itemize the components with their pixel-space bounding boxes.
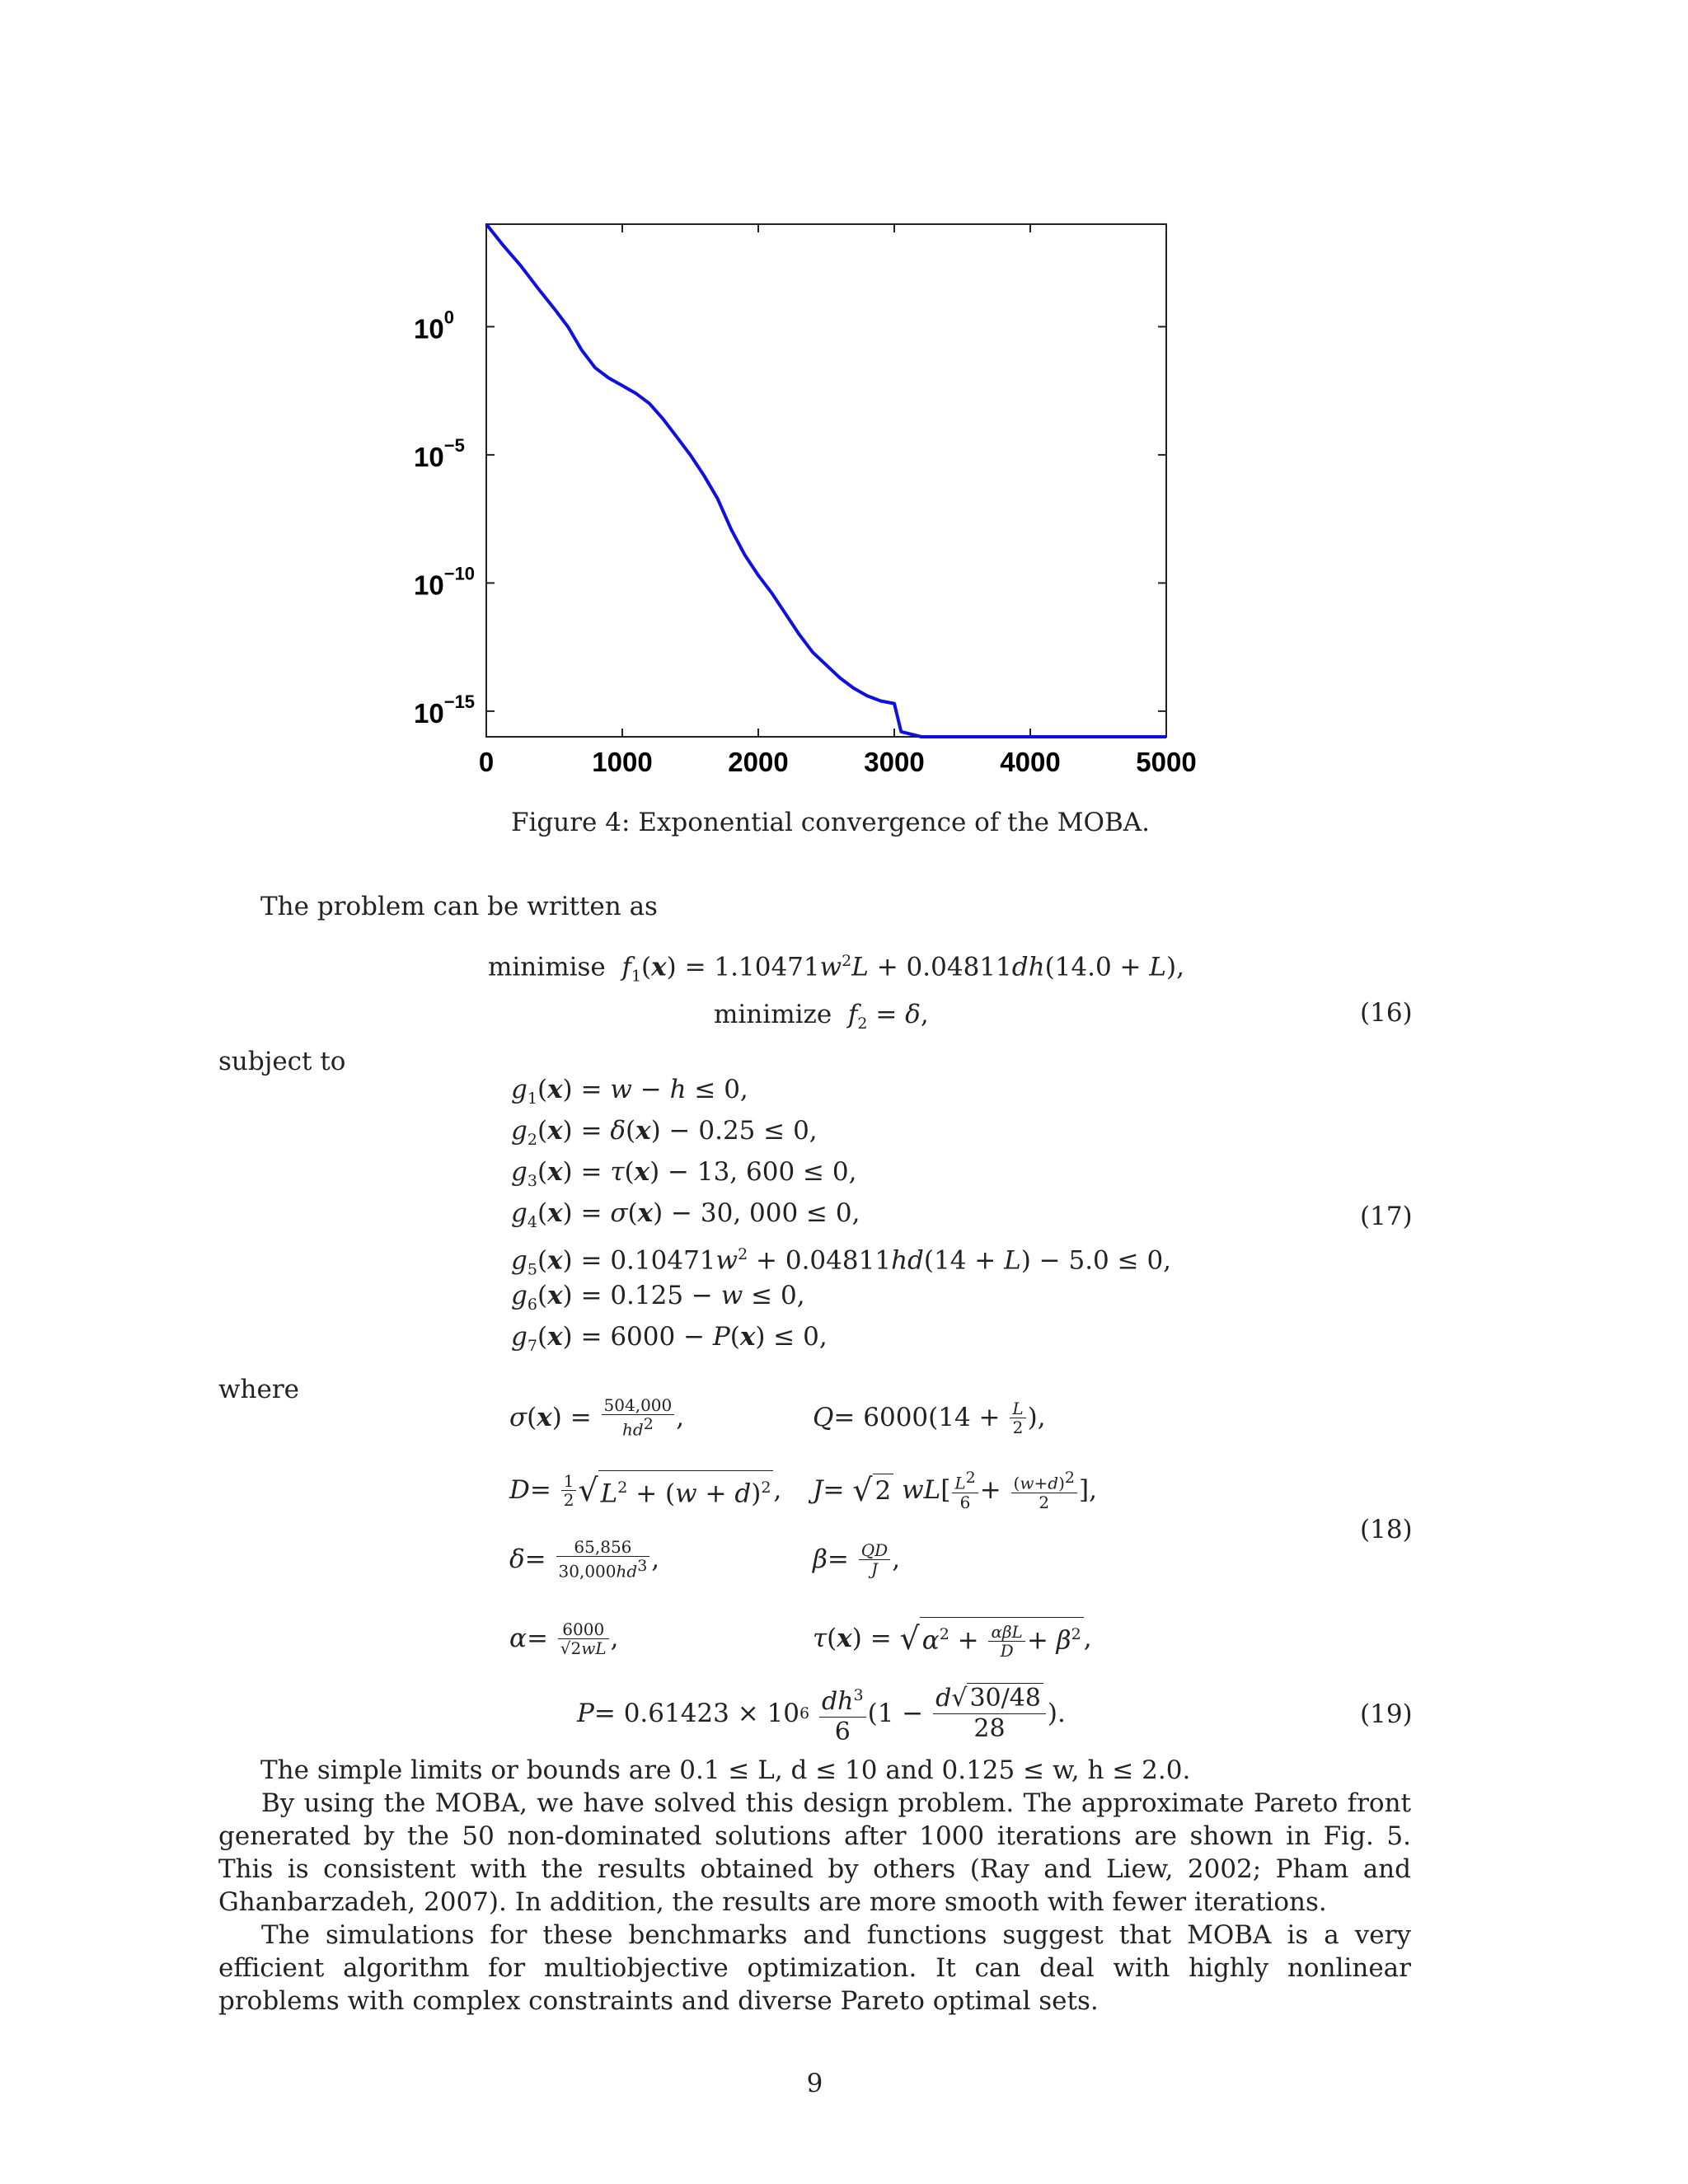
eq16-line2: minimize $f_2 = \delta$,	[714, 1000, 929, 1033]
eq17-g6: $g_6(x) = 0.125 - w \le 0$,	[511, 1281, 805, 1315]
y-tick-label: $10^{-15}$	[414, 691, 476, 729]
y-tick-label: $10^0$	[414, 307, 454, 344]
plot-frame	[486, 224, 1166, 737]
eq18-beta: β = $\frac{QD}{J}$ ,	[813, 1540, 901, 1579]
eq19-number: (19)	[1360, 1699, 1413, 1729]
subject-to-label: subject to	[218, 1047, 346, 1076]
eq17-g1: $g_1(x) = w - h \le 0$,	[511, 1075, 748, 1108]
x-tick-label: 4000	[1000, 747, 1061, 777]
eq17-g4: $g_4(x) = \sigma(x) - 30$, 000 ≤ 0,	[511, 1198, 860, 1232]
eq18-j: J = √ 2 wL [ $\frac{L^2}{6}$ + $\frac{(w+d)^2}{2}$ ],	[813, 1469, 1097, 1512]
series-line	[486, 224, 1166, 737]
eq17-g5: $g_5(x) = 0.10471w^2 + 0.04811hd(14 + L) - 5.0 \le 0$,	[511, 1245, 1172, 1279]
eq16-line1: minimise $f_1(x) = 1.10471w^2L + 0.04811dh(14.0 + L)$,	[488, 952, 1184, 986]
eq18-number: (18)	[1360, 1515, 1413, 1544]
convergence-chart	[0, 0, 1688, 832]
x-tick-label: 0	[478, 747, 495, 777]
x-tick-label: 5000	[1136, 747, 1197, 777]
eq18-sigma: σ ( x ) = $\frac{504,000}{hd^2}$ ,	[509, 1395, 685, 1440]
eq18-tau: τ ( x ) = √ $\alpha^2$ + $\frac{\text{αβL}}{D}$ + $\beta^2$ ,	[813, 1617, 1092, 1660]
eq17-g3: $g_3(x) = \tau(x) - 13$, 600 ≤ 0,	[511, 1157, 857, 1191]
eq16-number: (16)	[1360, 998, 1413, 1028]
paragraph-1: By using the MOBA, we have solved this design problem. The approximate Pareto front generated by the 50 non-dominated solutions after 1000 iterations are shown in Fig. 5. This is consistent with the results obtained by others (Ray and Liew, 2002; Pham and Ghanbarzadeh, 2007). In addition, the results are more smooth with fewer iterations.	[218, 1788, 1411, 1917]
eq17-block	[511, 1073, 1171, 1361]
where-label: where	[218, 1375, 300, 1404]
axis-ticks	[486, 224, 1166, 737]
x-tick-labels	[479, 747, 1197, 777]
figure-caption: Figure 4: Exponential convergence of the MOBA.	[511, 808, 1150, 837]
x-tick-label: 1000	[592, 747, 653, 777]
page-number: 9	[806, 2069, 823, 2098]
eq17-g7: $g_7(x) = 6000 - P(x) \le 0$,	[511, 1322, 828, 1356]
bounds-text: The simple limits or bounds are 0.1 ≤ L, d ≤ 10 and 0.125 ≤ w, h ≤ 2.0.	[260, 1755, 1191, 1785]
eq18-q: Q = 6000(14 + $\frac{L}{2}$ ),	[813, 1398, 1046, 1437]
paragraph-2: The simulations for these benchmarks and functions suggest that MOBA is a very efficient algorithm for multiobjective optimization. It can deal with highly nonlinear problems with complex constraints and diverse Pareto optimal sets.	[218, 1920, 1411, 2016]
eq18-alpha: α = $\frac{6000}{√2wL}$ ,	[509, 1619, 619, 1658]
intro-text: The problem can be written as	[260, 892, 658, 921]
eq17-g2: $g_2(x) = \delta(x) - 0.25 \le 0$,	[511, 1116, 818, 1150]
eq18-delta: δ = $\frac{65,856}{30,000hd^3}$ ,	[509, 1537, 660, 1582]
eq18-d: D = $\frac{1}{2}$ √ $L^2 + (w + d)^2$ ,	[509, 1470, 782, 1510]
y-tick-labels	[414, 307, 475, 729]
y-tick-label: $10^{-5}$	[414, 434, 465, 472]
eq19: P = 0.61423 × 10 6 $\frac{dh^3}{6}$ (1 − $\frac{d√ 30/48}{28}$ ).	[577, 1680, 1066, 1747]
y-tick-label: $10^{-10}$	[414, 563, 476, 601]
eq17-number: (17)	[1360, 1202, 1413, 1231]
x-tick-label: 3000	[864, 747, 925, 777]
x-tick-label: 2000	[728, 747, 789, 777]
